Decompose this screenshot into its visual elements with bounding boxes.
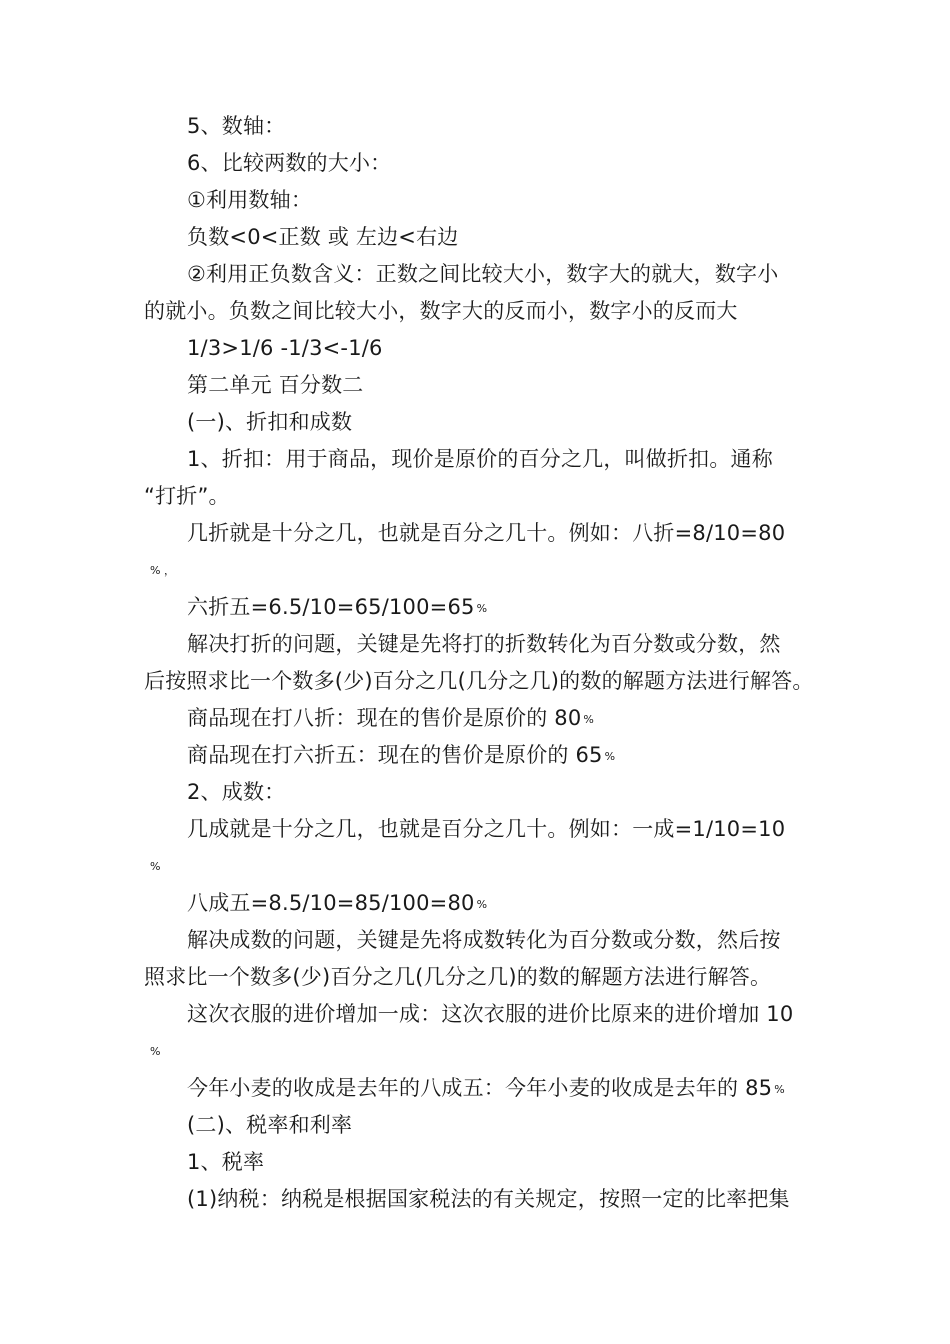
text-line: 后按照求比一个数多(少)百分之几(几分之几)的数的解题方法进行解答。 bbox=[144, 669, 814, 693]
text-line: 解决成数的问题，关键是先将成数转化为百分数或分数，然后按 bbox=[187, 928, 781, 952]
text-line bbox=[187, 889, 487, 919]
text-line: 6、比较两数的大小： bbox=[187, 151, 392, 175]
percent-sign: % bbox=[774, 1083, 785, 1096]
section-heading: 第二单元 百分数二 bbox=[187, 373, 364, 397]
percent-sign: % bbox=[476, 602, 488, 615]
text-line: 照求比一个数多(少)百分之几(几分之几)的数的解题方法进行解答。 bbox=[144, 965, 772, 989]
line-text: 商品现在打六折五：现在的售价是原价的 65 bbox=[187, 743, 603, 767]
text-line: 1/3>1/6 -1/3<-1/6 bbox=[187, 336, 383, 360]
text-line bbox=[187, 593, 487, 623]
text-line: 几折就是十分之几，也就是百分之几十。例如：八折=8/10=80 bbox=[187, 521, 786, 545]
text-line: ②利用正负数含义：正数之间比较大小，数字大的就大，数字小 bbox=[187, 262, 779, 286]
percent-continuation: % bbox=[150, 860, 161, 873]
line-text: 今年小麦的收成是去年的八成五：今年小麦的收成是去年的 85 bbox=[187, 1076, 773, 1100]
text-line: 负数<0<正数 或 左边<右边 bbox=[187, 225, 459, 249]
text-line bbox=[187, 1074, 785, 1104]
line-text: 八成五=8.5/10=85/100=80 bbox=[187, 891, 475, 915]
text-line: 的就小。负数之间比较大小，数字大的反而小，数字小的反而大 bbox=[144, 299, 738, 323]
text-line bbox=[187, 704, 594, 734]
text-line: (1)纳税：纳税是根据国家税法的有关规定，按照一定的比率把集 bbox=[187, 1187, 790, 1211]
text-line: 1、税率 bbox=[187, 1150, 265, 1174]
line-text: 商品现在打八折：现在的售价是原价的 80 bbox=[187, 706, 582, 730]
text-line: 这次衣服的进价增加一成：这次衣服的进价比原来的进价增加 10 bbox=[187, 1002, 794, 1026]
text-line: 解决打折的问题，关键是先将打的折数转化为百分数或分数，然 bbox=[187, 632, 781, 656]
line-text: 六折五=6.5/10=65/100=65 bbox=[187, 595, 475, 619]
percent-sign: % bbox=[604, 750, 616, 763]
subsection-heading: (一)、折扣和成数 bbox=[187, 410, 353, 434]
text-line: “打折”。 bbox=[144, 484, 230, 508]
percent-continuation: % bbox=[150, 1045, 161, 1058]
text-line: 1、折扣：用于商品，现价是原价的百分之几，叫做折扣。通称 bbox=[187, 447, 773, 471]
percent-continuation: % ， bbox=[150, 564, 175, 577]
subsection-heading: (二)、税率和利率 bbox=[187, 1113, 353, 1137]
percent-sign: % bbox=[583, 713, 595, 726]
text-line: 2、成数： bbox=[187, 780, 286, 804]
text-line: ①利用数轴： bbox=[187, 188, 313, 212]
percent-sign: % bbox=[476, 898, 488, 911]
text-line: 几成就是十分之几，也就是百分之几十。例如：一成=1/10=10 bbox=[187, 817, 786, 841]
text-line: 5、数轴： bbox=[187, 114, 286, 138]
text-line bbox=[187, 741, 615, 771]
